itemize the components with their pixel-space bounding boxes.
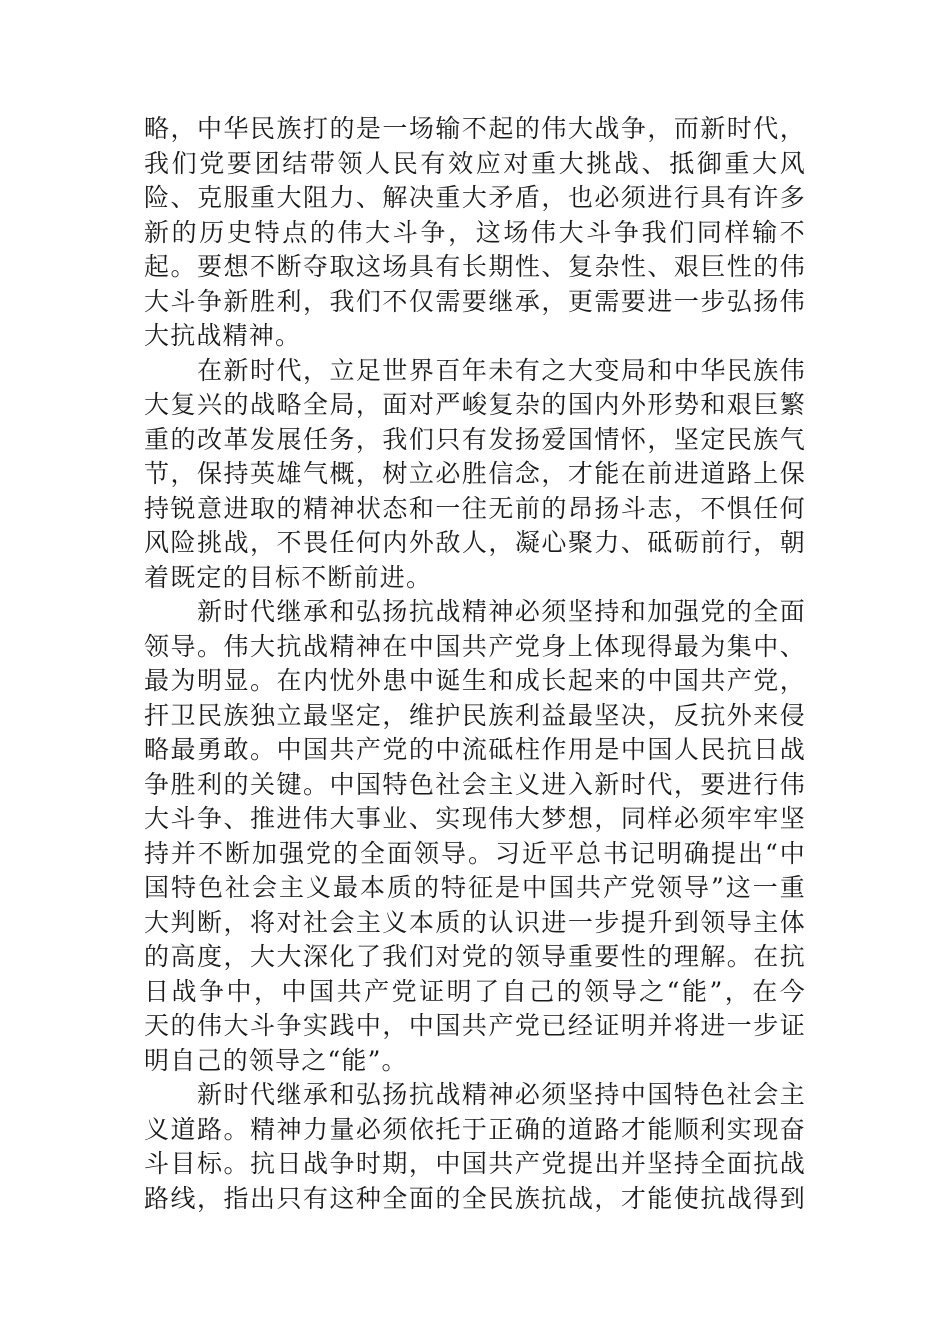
text-line: 大复兴的战略全局，面对严峻复杂的国内外形势和艰巨繁: [144, 390, 806, 419]
text-line: 略，中华民族打的是一场输不起的伟大战争，而新时代，: [144, 114, 806, 143]
text-line: 斗目标。抗日战争时期，中国共产党提出并坚持全面抗战: [144, 1149, 806, 1178]
text-line: 扞卫民族独立最坚定，维护民族利益最坚决，反抗外来侵: [144, 700, 806, 730]
text-line: 大抗战精神。: [144, 321, 302, 350]
text-line: 风险挑战，不畏任何内外敌人，凝心聚力、砥砺前行，朝: [144, 528, 806, 557]
text-line: 在新时代，立足世界百年未有之大变局和中华民族伟: [144, 355, 806, 385]
text-line: 着既定的目标不断前进。: [144, 562, 433, 592]
text-line: 持锐意进取的精神状态和一往无前的昂扬斗志，不惧任何: [144, 493, 806, 523]
paragraph: [144, 354, 806, 596]
text-line: 起。要想不断夺取这场具有长期性、复杂性、艰巨性的伟: [144, 252, 806, 281]
paragraph: [144, 1078, 806, 1216]
text-line: 大斗争、推进伟大事业、实现伟大梦想，同样必须牢牢坚: [144, 804, 806, 833]
text-line: 明自己的领导之“能”。: [144, 1045, 408, 1075]
text-line: 义道路。精神力量必须依托于正确的道路才能顺利实现奋: [144, 1114, 806, 1144]
text-line: 的高度，大大深化了我们对党的领导重要性的理解。在抗: [144, 942, 806, 971]
paragraph: [144, 595, 806, 1078]
text-line: 争胜利的关键。中国特色社会主义进入新时代，要进行伟: [144, 769, 806, 799]
text-line: 我们党要团结带领人民有效应对重大挑战、抵御重大风: [144, 148, 806, 178]
text-line: 最为明显。在内忧外患中诞生和成长起来的中国共产党，: [144, 666, 806, 695]
text-line: 新的历史特点的伟大斗争，这场伟大斗争我们同样输不: [144, 217, 806, 247]
text-line: 险、克服重大阻力、解决重大矛盾，也必须进行具有许多: [144, 183, 806, 212]
paragraph: [144, 112, 806, 354]
text-line: 节，保持英雄气概，树立必胜信念，才能在前进道路上保: [144, 459, 806, 488]
text-line: 领导。伟大抗战精神在中国共产党身上体现得最为集中、: [144, 631, 806, 661]
text-line: 重的改革发展任务，我们只有发扬爱国情怀，坚定民族气: [144, 424, 806, 454]
text-line: 持并不断加强党的全面领导。习近平总书记明确提出“中: [144, 838, 806, 868]
document-body: [144, 112, 806, 1216]
text-line: 略最勇敢。中国共产党的中流砥柱作用是中国人民抗日战: [144, 735, 806, 764]
text-line: 大判断，将对社会主义本质的认识进一步提升到领导主体: [144, 907, 806, 937]
text-line: 国特色社会主义最本质的特征是中国共产党领导”这一重: [144, 873, 806, 902]
text-line: 天的伟大斗争实践中，中国共产党已经证明并将进一步证: [144, 1011, 806, 1040]
text-line: 新时代继承和弘扬抗战精神必须坚持中国特色社会主: [144, 1080, 806, 1109]
text-line: 大斗争新胜利，我们不仅需要继承，更需要进一步弘扬伟: [144, 286, 806, 316]
text-line: 新时代继承和弘扬抗战精神必须坚持和加强党的全面: [144, 597, 806, 626]
text-line: 路线，指出只有这种全面的全民族抗战，才能使抗战得到: [144, 1183, 806, 1213]
text-line: 日战争中，中国共产党证明了自己的领导之“能”，在今: [144, 976, 806, 1006]
